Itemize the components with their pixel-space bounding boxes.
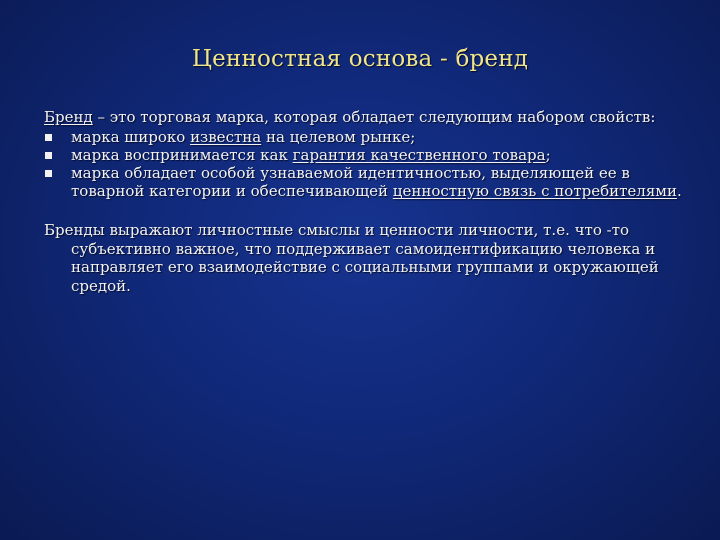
slide-body <box>44 108 690 295</box>
list-item-text: марка воспринимается как <box>71 146 293 164</box>
brand-term: Бренд <box>44 108 93 126</box>
paragraph-text: , что поддерживает самоидентификацию человека и направляет его взаимодействие с социальными группами и окружающей средой. <box>71 239 659 295</box>
list-item-text: на целевом рынке; <box>261 128 416 146</box>
list-item-text: марка широко <box>71 128 191 146</box>
square-bullet-icon <box>45 152 52 159</box>
list-item <box>44 146 690 164</box>
closing-paragraph <box>44 221 690 295</box>
square-bullet-icon <box>45 170 52 177</box>
definition-line <box>44 108 690 126</box>
list-item-underlined: гарантия качественного товара <box>292 146 546 164</box>
list-item-text: ; <box>545 146 551 164</box>
list-item-text: . <box>676 182 682 200</box>
list-item-underlined: ценностную связь с потребителями <box>392 182 677 200</box>
slide-title: Ценностная основа - бренд <box>191 46 529 72</box>
paragraph-text: Бренды выражают <box>44 221 198 239</box>
list-item-underlined: известна <box>190 128 262 146</box>
definition-text: – это торговая марка, которая обладает следующим набором свойств: <box>92 108 656 126</box>
list-item <box>44 164 690 200</box>
paragraph-text: личностные смыслы и ценности личности <box>197 221 534 239</box>
square-bullet-icon <box>45 134 52 141</box>
property-list <box>44 128 690 200</box>
paragraph-text: , т.е. что -то субъективно важное <box>71 221 630 258</box>
list-item <box>44 128 690 146</box>
list-item-text: марка обладает особой узнаваемой идентичностью, выделяющей ее в товарной категории и обеспечивающей <box>71 164 630 200</box>
